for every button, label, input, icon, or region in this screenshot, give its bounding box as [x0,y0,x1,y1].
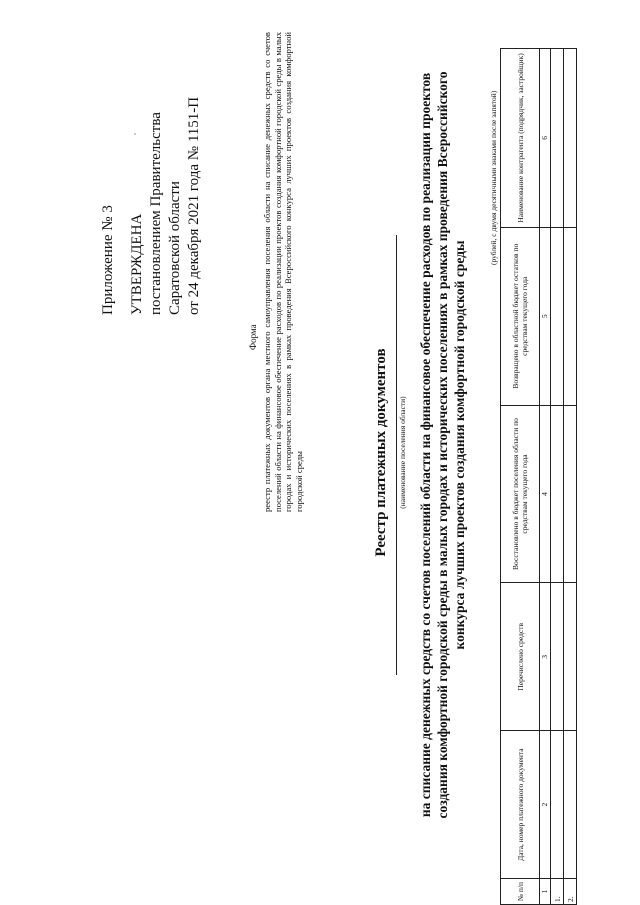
table-cell [551,227,564,405]
approval-line: постановлением Правительства [148,112,164,315]
document-subtitle: на списание денежных средств со счетов поселений области на финансовое обеспечение расходов по реализации проектов создания комфортной городской среды в малых городах и исторических поселениях в рамках проведения Всероссийского конкурса лучших проектов создания комфортной городской среды [418,71,467,819]
column-number: 1 [540,879,551,905]
table-cell [564,49,577,228]
column-header: Дата, номер платежного документа [501,731,540,879]
table-cell [551,731,564,879]
approval-line: от 24 декабря 2021 года № 1151-П [186,96,202,315]
table-cell [551,49,564,228]
column-number-row [540,49,551,905]
table-cell [551,405,564,583]
table-row [564,49,577,905]
column-number: 2 [540,731,551,879]
column-header: Возвращено в областной бюджет остатков по средствам текущего года [501,227,540,405]
table-cell [551,583,564,731]
table-cell [564,731,577,879]
table-cell: 1. [551,879,564,905]
table-row [551,49,564,905]
approval-line: УТВЕРЖДЕНА [129,213,145,315]
table-cell [564,405,577,583]
table-cell [564,583,577,731]
appendix-number: Приложение № 3 [100,205,116,315]
table-cell [564,227,577,405]
column-number: 6 [540,49,551,228]
column-number: 4 [540,405,551,583]
payment-registry-table [500,48,577,905]
units-note: (рублей, с двумя десятичными знаками после запятой) [489,90,498,265]
form-description: реестр платежных документов органа местного самоуправления поселения области на списание денежных средств со счетов поселений области на финансовое обеспечение расходов по реализации проектов создания комфортной городской среды в малых городах и исторических поселениях в рамках проведения Всероссийского конкурса лучших проектов создания комфортной городской среды [262,32,304,512]
approval-line: Саратовской области [167,181,183,315]
column-header: Перечислено средств [501,583,540,731]
column-header: Наименование контрагента (подрядчик, застройщик) [501,49,540,228]
scan-speck [134,133,136,135]
column-header: № п/п [501,879,540,905]
column-header: Восстановлено в бюджет поселения области по средствам текущего года [501,405,540,583]
document-title: Реестр платежных документов [373,348,389,557]
table-header-row [501,49,540,905]
column-number: 3 [540,583,551,731]
settlement-name-caption: (наименование поселения области) [398,396,407,509]
form-label: Форма [248,324,258,350]
table-cell: 2. [564,879,577,905]
approval-block [128,97,204,315]
column-number: 5 [540,227,551,405]
settlement-name-line [396,235,397,675]
